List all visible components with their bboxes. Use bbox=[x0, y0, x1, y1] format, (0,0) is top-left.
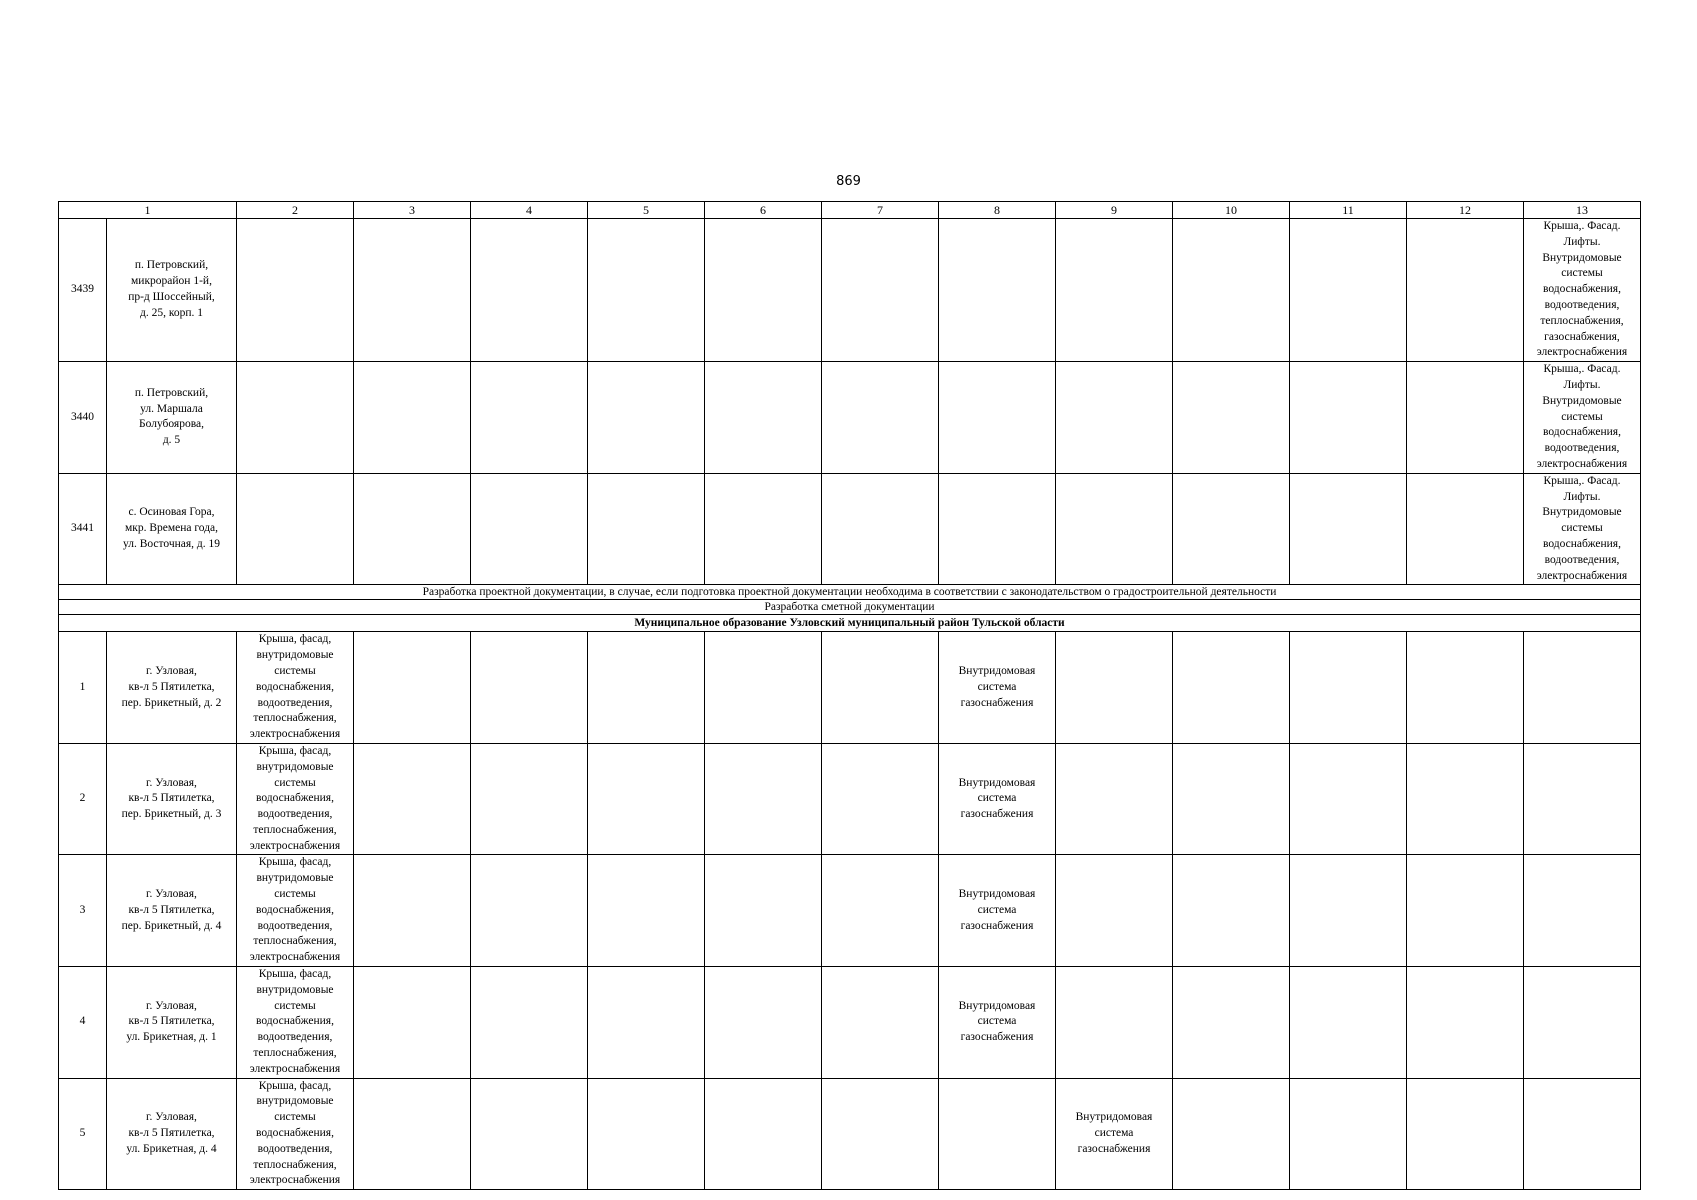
work-types-cell: Крыша, фасад, внутридомовые системы водоснабжения, водоотведения, теплоснабжения, электроснабжения bbox=[237, 855, 354, 967]
column-header: 4 bbox=[471, 202, 588, 219]
address-cell: г. Узловая, кв-л 5 Пятилетка, пер. Брикетный, д. 4 bbox=[107, 855, 237, 967]
empty-cell bbox=[1524, 632, 1641, 744]
column-header: 7 bbox=[822, 202, 939, 219]
empty-cell bbox=[822, 1078, 939, 1190]
column-9-cell bbox=[1056, 632, 1173, 744]
empty-cell bbox=[705, 855, 822, 967]
work-types-cell: Крыша, фасад, внутридомовые системы водоснабжения, водоотведения, теплоснабжения, электроснабжения bbox=[237, 743, 354, 855]
section-design-row bbox=[59, 585, 1641, 600]
section-title: Муниципальное образование Узловский муниципальный район Тульской области bbox=[59, 615, 1641, 632]
empty-cell bbox=[354, 855, 471, 967]
section-title: Разработка проектной документации, в случае, если подготовка проектной документации необходима в соответствии с законодательством о градостроительной деятельности bbox=[59, 585, 1641, 600]
empty-cell bbox=[1290, 632, 1407, 744]
empty-cell bbox=[471, 632, 588, 744]
empty-cell bbox=[705, 632, 822, 744]
work-types-cell: Крыша,. Фасад. Лифты. Внутридомовые системы водоснабжения, водоотведения, теплоснабжения, газоснабжения, электроснабжения bbox=[1524, 219, 1641, 362]
table-row bbox=[59, 1078, 1641, 1190]
empty-cell bbox=[1173, 855, 1290, 967]
empty-cell bbox=[1524, 967, 1641, 1079]
table-row bbox=[59, 855, 1641, 967]
column-header-row bbox=[59, 202, 1641, 219]
section-municipality-row bbox=[59, 615, 1641, 632]
empty-cell bbox=[237, 473, 354, 585]
column-8-cell: Внутридомовая система газоснабжения bbox=[939, 855, 1056, 967]
column-header: 13 bbox=[1524, 202, 1641, 219]
work-types-cell: Крыша,. Фасад. Лифты. Внутридомовые системы водоснабжения, водоотведения, электроснабжения bbox=[1524, 362, 1641, 474]
address-cell: п. Петровский, ул. Маршала Болубоярова, д. 5 bbox=[107, 362, 237, 474]
section-title: Разработка сметной документации bbox=[59, 600, 1641, 615]
work-types-cell: Крыша,. Фасад. Лифты. Внутридомовые системы водоснабжения, водоотведения, электроснабжения bbox=[1524, 473, 1641, 585]
empty-cell bbox=[939, 473, 1056, 585]
empty-cell bbox=[705, 967, 822, 1079]
empty-cell bbox=[588, 1078, 705, 1190]
column-header: 3 bbox=[354, 202, 471, 219]
empty-cell bbox=[1173, 473, 1290, 585]
empty-cell bbox=[237, 219, 354, 362]
table-row bbox=[59, 743, 1641, 855]
row-number: 3439 bbox=[59, 219, 107, 362]
empty-cell bbox=[1407, 362, 1524, 474]
empty-cell bbox=[1173, 1078, 1290, 1190]
empty-cell bbox=[1407, 1078, 1524, 1190]
empty-cell bbox=[588, 362, 705, 474]
empty-cell bbox=[1173, 362, 1290, 474]
empty-cell bbox=[588, 632, 705, 744]
row-number: 5 bbox=[59, 1078, 107, 1190]
table-row bbox=[59, 473, 1641, 585]
empty-cell bbox=[1407, 219, 1524, 362]
empty-cell bbox=[471, 219, 588, 362]
repair-schedule-table bbox=[58, 201, 1641, 1190]
row-number: 3441 bbox=[59, 473, 107, 585]
empty-cell bbox=[588, 967, 705, 1079]
table-row bbox=[59, 632, 1641, 744]
page-number: 869 bbox=[836, 174, 861, 189]
empty-cell bbox=[1407, 632, 1524, 744]
row-number: 1 bbox=[59, 632, 107, 744]
empty-cell bbox=[354, 362, 471, 474]
column-8-cell bbox=[939, 1078, 1056, 1190]
empty-cell bbox=[822, 632, 939, 744]
empty-cell bbox=[588, 743, 705, 855]
empty-cell bbox=[1290, 362, 1407, 474]
empty-cell bbox=[1056, 473, 1173, 585]
empty-cell bbox=[471, 1078, 588, 1190]
empty-cell bbox=[1524, 743, 1641, 855]
column-header: 11 bbox=[1290, 202, 1407, 219]
column-header: 9 bbox=[1056, 202, 1173, 219]
empty-cell bbox=[1407, 473, 1524, 585]
empty-cell bbox=[471, 473, 588, 585]
column-header: 2 bbox=[237, 202, 354, 219]
column-9-cell bbox=[1056, 855, 1173, 967]
table-row bbox=[59, 219, 1641, 362]
column-header: 6 bbox=[705, 202, 822, 219]
column-8-cell: Внутридомовая система газоснабжения bbox=[939, 967, 1056, 1079]
empty-cell bbox=[705, 1078, 822, 1190]
empty-cell bbox=[822, 362, 939, 474]
empty-cell bbox=[705, 743, 822, 855]
empty-cell bbox=[471, 362, 588, 474]
empty-cell bbox=[354, 967, 471, 1079]
column-8-cell: Внутридомовая система газоснабжения bbox=[939, 632, 1056, 744]
work-types-cell: Крыша, фасад, внутридомовые системы водоснабжения, водоотведения, теплоснабжения, электроснабжения bbox=[237, 632, 354, 744]
address-cell: г. Узловая, кв-л 5 Пятилетка, ул. Брикетная, д. 4 bbox=[107, 1078, 237, 1190]
empty-cell bbox=[1173, 632, 1290, 744]
empty-cell bbox=[354, 1078, 471, 1190]
column-header: 10 bbox=[1173, 202, 1290, 219]
empty-cell bbox=[1290, 219, 1407, 362]
column-9-cell: Внутридомовая система газоснабжения bbox=[1056, 1078, 1173, 1190]
empty-cell bbox=[1056, 219, 1173, 362]
section-estimate-row bbox=[59, 600, 1641, 615]
table-row bbox=[59, 967, 1641, 1079]
column-9-cell bbox=[1056, 743, 1173, 855]
work-types-cell: Крыша, фасад, внутридомовые системы водоснабжения, водоотведения, теплоснабжения, электроснабжения bbox=[237, 1078, 354, 1190]
empty-cell bbox=[1290, 473, 1407, 585]
empty-cell bbox=[588, 219, 705, 362]
column-header: 8 bbox=[939, 202, 1056, 219]
empty-cell bbox=[471, 967, 588, 1079]
empty-cell bbox=[1290, 743, 1407, 855]
empty-cell bbox=[588, 473, 705, 585]
empty-cell bbox=[1407, 967, 1524, 1079]
address-cell: г. Узловая, кв-л 5 Пятилетка, ул. Брикетная, д. 1 bbox=[107, 967, 237, 1079]
empty-cell bbox=[705, 473, 822, 585]
address-cell: с. Осиновая Гора, мкр. Времена года, ул. Восточная, д. 19 bbox=[107, 473, 237, 585]
column-9-cell bbox=[1056, 967, 1173, 1079]
empty-cell bbox=[1056, 362, 1173, 474]
empty-cell bbox=[939, 219, 1056, 362]
empty-cell bbox=[822, 219, 939, 362]
empty-cell bbox=[705, 219, 822, 362]
column-header: 12 bbox=[1407, 202, 1524, 219]
address-cell: п. Петровский, микрорайон 1-й, пр-д Шоссейный, д. 25, корп. 1 bbox=[107, 219, 237, 362]
empty-cell bbox=[354, 219, 471, 362]
empty-cell bbox=[471, 855, 588, 967]
empty-cell bbox=[1407, 743, 1524, 855]
column-header: 5 bbox=[588, 202, 705, 219]
empty-cell bbox=[354, 632, 471, 744]
address-cell: г. Узловая, кв-л 5 Пятилетка, пер. Брикетный, д. 3 bbox=[107, 743, 237, 855]
empty-cell bbox=[822, 473, 939, 585]
empty-cell bbox=[354, 473, 471, 585]
empty-cell bbox=[822, 743, 939, 855]
empty-cell bbox=[1290, 855, 1407, 967]
empty-cell bbox=[1173, 967, 1290, 1079]
empty-cell bbox=[1290, 1078, 1407, 1190]
table-row bbox=[59, 362, 1641, 474]
empty-cell bbox=[1290, 967, 1407, 1079]
empty-cell bbox=[822, 967, 939, 1079]
empty-cell bbox=[1524, 1078, 1641, 1190]
empty-cell bbox=[1173, 219, 1290, 362]
column-header: 1 bbox=[59, 202, 237, 219]
empty-cell bbox=[471, 743, 588, 855]
empty-cell bbox=[1407, 855, 1524, 967]
empty-cell bbox=[1173, 743, 1290, 855]
empty-cell bbox=[588, 855, 705, 967]
empty-cell bbox=[1524, 855, 1641, 967]
column-8-cell: Внутридомовая система газоснабжения bbox=[939, 743, 1056, 855]
row-number: 3440 bbox=[59, 362, 107, 474]
empty-cell bbox=[822, 855, 939, 967]
work-types-cell: Крыша, фасад, внутридомовые системы водоснабжения, водоотведения, теплоснабжения, электроснабжения bbox=[237, 967, 354, 1079]
empty-cell bbox=[354, 743, 471, 855]
empty-cell bbox=[705, 362, 822, 474]
empty-cell bbox=[237, 362, 354, 474]
row-number: 2 bbox=[59, 743, 107, 855]
address-cell: г. Узловая, кв-л 5 Пятилетка, пер. Брикетный, д. 2 bbox=[107, 632, 237, 744]
empty-cell bbox=[939, 362, 1056, 474]
row-number: 3 bbox=[59, 855, 107, 967]
row-number: 4 bbox=[59, 967, 107, 1079]
